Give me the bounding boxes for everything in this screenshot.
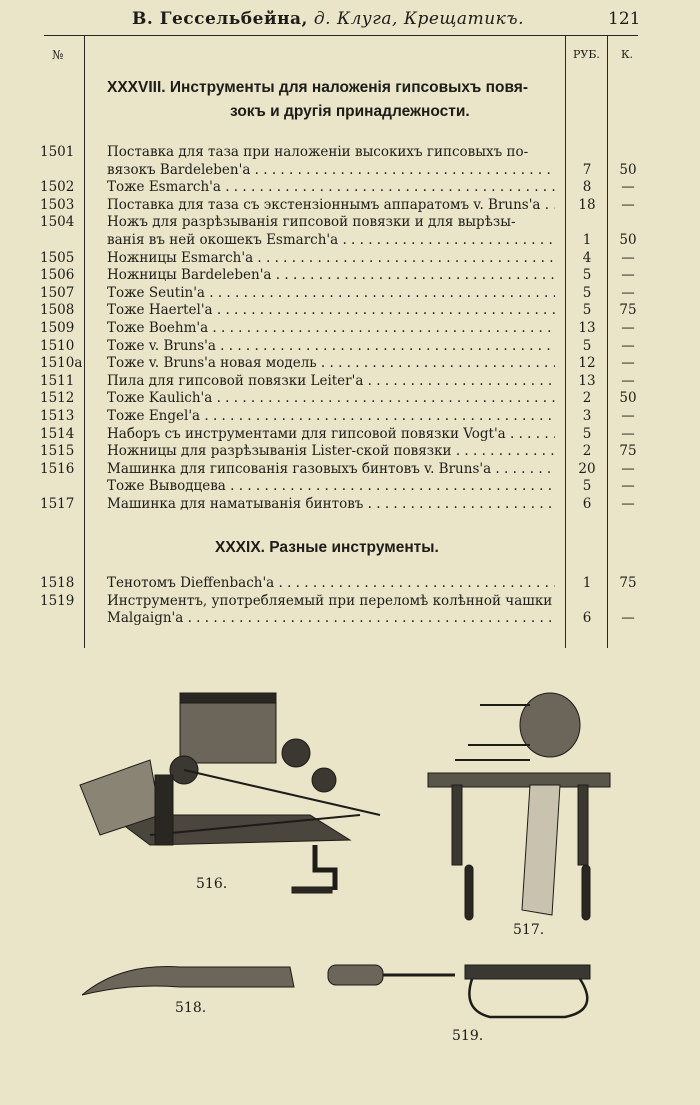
- table-row: [0, 574, 700, 592]
- table-row: [0, 284, 700, 302]
- table-row: [0, 372, 700, 390]
- item-number: 1511: [40, 372, 75, 389]
- item-description: Тенотомъ Dieffenbach'a . . .: [107, 574, 555, 592]
- section-38-title-line1: XXXVIII. Инструменты для наложенія гипсовыхъ повя-: [107, 79, 528, 96]
- item-number: 1510: [40, 337, 75, 354]
- tenotome-illustration: [82, 967, 294, 995]
- item-price-kop: —: [621, 196, 635, 213]
- item-description: Поставка для таза при наложеніи высокихъ гипсовыхъ по-: [107, 144, 529, 160]
- item-number: 1504: [40, 214, 75, 231]
- item-price-kop: —: [621, 425, 635, 442]
- item-description: Ножницы Bardeleben'a . . .: [107, 266, 555, 284]
- item-price-kop: 50: [619, 232, 637, 248]
- table-row: [0, 442, 700, 460]
- table-row: [0, 301, 700, 319]
- item-number: 1507: [40, 284, 75, 301]
- item-price-kop: 75: [619, 443, 637, 460]
- item-number: 1509: [40, 320, 75, 336]
- item-price-rub: 6: [582, 496, 592, 512]
- item-number: 1513: [40, 408, 75, 424]
- item-description: ванія въ ней окошекъ Esmarch'a . . .: [107, 231, 555, 249]
- table-row: [0, 592, 700, 610]
- item-price-kop: —: [621, 478, 635, 495]
- item-price-rub: 5: [582, 337, 592, 354]
- item-number: 1503: [40, 196, 75, 213]
- item-price-kop: —: [621, 372, 635, 389]
- bandage-rolling-machine-illustration: [428, 693, 610, 920]
- figures-area: [60, 665, 640, 1065]
- table-row: [0, 178, 700, 196]
- item-number: 1518: [40, 575, 75, 591]
- item-description: Пила для гипсовой повязки Leiter'a . . .: [107, 372, 555, 390]
- item-description: Машинка для наматыванія бинтовъ . . .: [107, 495, 555, 513]
- section-39-title: XXXIX. Разные инструменты.: [215, 539, 439, 556]
- item-price-kop: —: [621, 179, 635, 196]
- item-number: 1501: [40, 144, 75, 160]
- item-price-rub: 7: [582, 161, 592, 178]
- page-number: 121: [608, 9, 641, 29]
- table-row: [0, 609, 700, 627]
- column-header-kop: К.: [621, 48, 634, 61]
- item-price-rub: 1: [582, 232, 592, 248]
- figure-517-label: 517.: [513, 922, 545, 938]
- item-description: Ножницы Esmarch'a . . .: [107, 249, 555, 267]
- item-price-rub: 5: [582, 302, 592, 319]
- table-row: [0, 354, 700, 372]
- table-row: [0, 266, 700, 284]
- item-number: 1516: [40, 460, 75, 477]
- table-row: [0, 425, 700, 443]
- item-price-kop: —: [621, 610, 635, 627]
- item-price-kop: —: [621, 249, 635, 266]
- item-description: Инструментъ, употребляемый при переломѣ колѣнной чашки: [107, 592, 553, 609]
- figure-518-label: 518.: [175, 1000, 207, 1016]
- item-number: 1519: [40, 592, 75, 609]
- item-price-kop: 75: [619, 302, 637, 319]
- table-row: [0, 389, 700, 407]
- item-description: Malgaign'a . . .: [107, 609, 555, 627]
- table-row: [0, 249, 700, 267]
- figure-516-label: 516.: [196, 876, 228, 892]
- item-price-rub: 2: [582, 390, 592, 407]
- item-price-kop: —: [621, 284, 635, 301]
- item-number: 1502: [40, 179, 75, 196]
- table-row: [0, 161, 700, 179]
- table-row: [0, 460, 700, 478]
- item-price-kop: —: [621, 337, 635, 354]
- item-price-rub: 5: [582, 425, 592, 442]
- item-price-rub: 5: [582, 267, 592, 284]
- item-price-rub: 13: [578, 372, 596, 389]
- table-row: [0, 495, 700, 513]
- malgaigne-instrument-illustration: [328, 965, 590, 1017]
- header-publisher: В. Гессельбейна,: [132, 9, 308, 29]
- header-address: д. Клуга, Крещатикъ.: [313, 9, 525, 29]
- table-row: [0, 143, 700, 161]
- item-price-rub: 1: [582, 575, 592, 591]
- figure-519-label: 519.: [452, 1028, 484, 1044]
- item-description: Ножъ для разрѣзыванія гипсовой повязки и для вырѣзы-: [107, 214, 516, 231]
- table-row: [0, 337, 700, 355]
- item-description: Машинка для гипсованія газовыхъ бинтовъ v. Bruns'a . . .: [107, 460, 555, 478]
- table-row: [0, 213, 700, 231]
- item-price-rub: 5: [582, 478, 592, 495]
- item-number: 1505: [40, 249, 75, 266]
- column-header-rub: РУБ.: [573, 48, 600, 61]
- section-38-title-line2: зокъ и другія принадлежности.: [230, 103, 470, 120]
- item-price-kop: —: [621, 408, 635, 424]
- item-price-kop: 50: [619, 161, 637, 178]
- table-row: [0, 231, 700, 249]
- item-price-rub: 18: [578, 196, 596, 213]
- item-description: Тоже Boehm'a . . .: [107, 319, 555, 337]
- item-price-kop: 50: [619, 390, 637, 407]
- item-description: Тоже Seutin'a . . .: [107, 284, 555, 302]
- item-description: Ножницы для разрѣзыванія Lister-ской повязки . . .: [107, 442, 555, 460]
- item-price-rub: 4: [582, 249, 592, 266]
- item-price-kop: —: [621, 355, 635, 372]
- column-header-num: №: [52, 48, 64, 62]
- item-number: 1508: [40, 302, 75, 319]
- item-description: вязокъ Bardeleben'a . . .: [107, 161, 555, 179]
- item-description: Тоже v. Bruns'a новая модель . . .: [107, 354, 555, 372]
- item-price-kop: 75: [619, 575, 637, 591]
- item-price-rub: 2: [582, 443, 592, 460]
- item-number: 1510a: [40, 355, 83, 372]
- table-row: [0, 319, 700, 337]
- item-description: Тоже Kaulich'a . . .: [107, 389, 555, 407]
- item-description: Тоже Выводцева . . .: [107, 477, 555, 495]
- item-description: Тоже Haertel'a . . .: [107, 301, 555, 319]
- item-price-kop: —: [621, 460, 635, 477]
- item-price-kop: —: [621, 267, 635, 284]
- item-price-rub: 3: [582, 408, 592, 424]
- table-row: [0, 407, 700, 425]
- item-description: Поставка для таза съ экстензіоннымъ аппаратомъ v. Bruns'a . . .: [107, 196, 555, 214]
- plaster-bandage-machine-illustration: [80, 693, 380, 893]
- item-description: Тоже v. Bruns'a . . .: [107, 337, 555, 355]
- header-rule: [44, 35, 638, 36]
- item-number: 1514: [40, 425, 75, 442]
- item-description: Тоже Esmarch'a . . .: [107, 178, 555, 196]
- item-price-kop: —: [621, 496, 635, 512]
- item-number: 1512: [40, 390, 75, 407]
- item-price-rub: 8: [582, 179, 592, 196]
- item-price-kop: —: [621, 320, 635, 336]
- page-header: [0, 4, 700, 34]
- item-price-rub: 13: [578, 320, 596, 336]
- item-description: Наборъ съ инструментами для гипсовой повязки Vogt'a . . .: [107, 425, 555, 443]
- item-price-rub: 20: [578, 460, 596, 477]
- item-number: 1506: [40, 267, 75, 284]
- item-price-rub: 6: [582, 610, 592, 627]
- item-price-rub: 5: [582, 284, 592, 301]
- header-title: [132, 9, 524, 29]
- item-price-rub: 12: [578, 355, 596, 372]
- item-description: Тоже Engel'a . . .: [107, 407, 555, 425]
- item-number: 1517: [40, 496, 75, 512]
- table-row: [0, 477, 700, 495]
- table-row: [0, 196, 700, 214]
- item-number: 1515: [40, 443, 75, 460]
